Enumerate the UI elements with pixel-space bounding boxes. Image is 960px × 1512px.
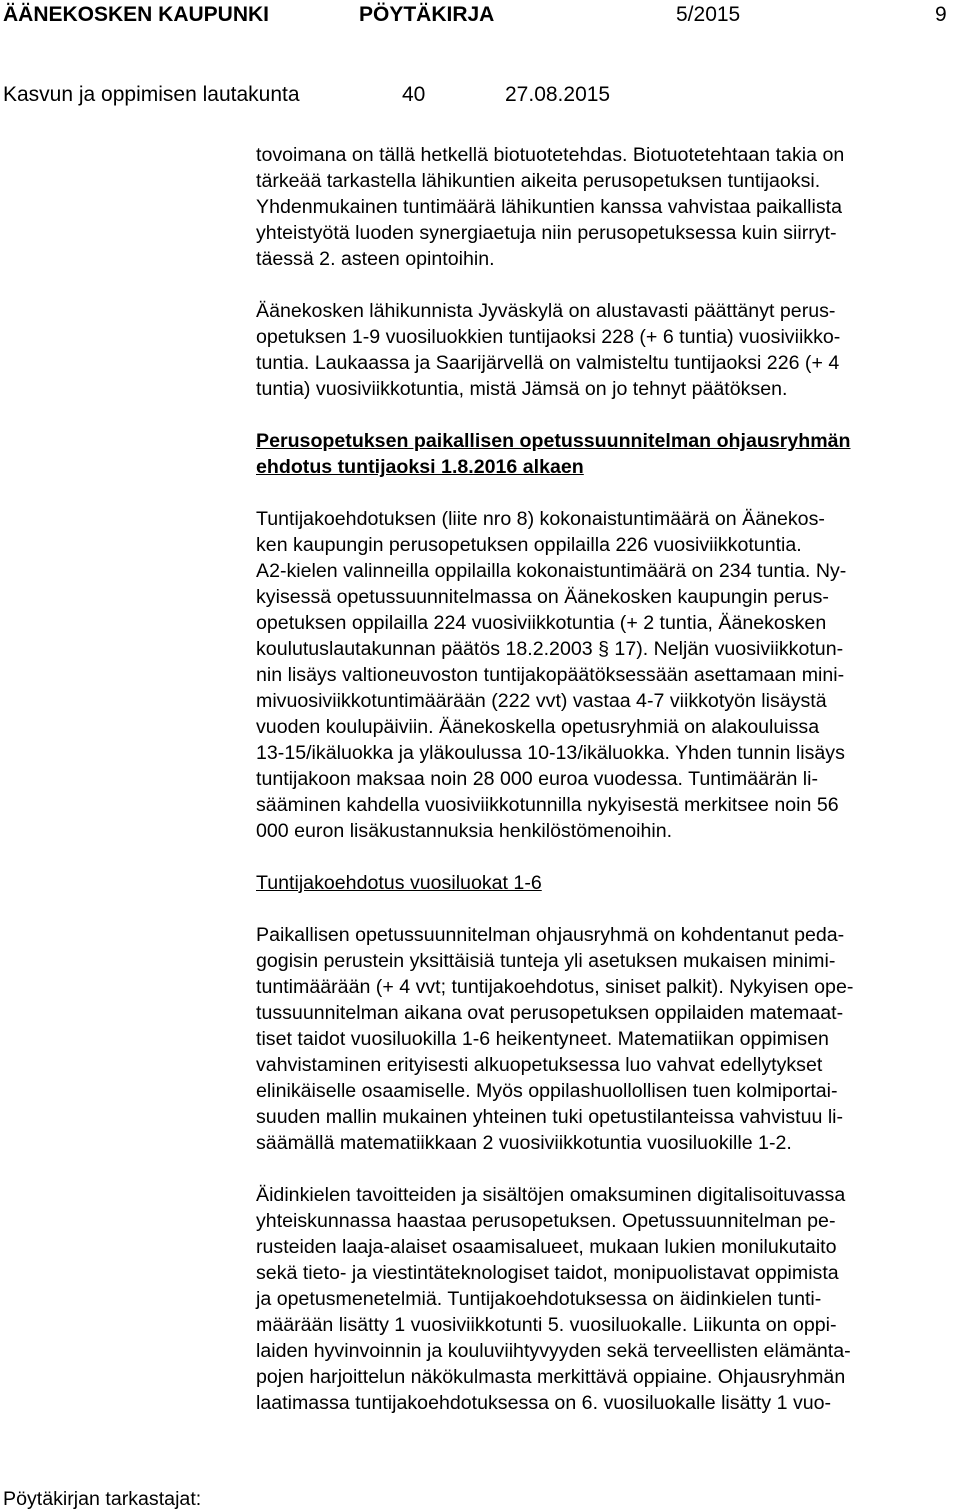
committee-name: Kasvun ja oppimisen lautakunta xyxy=(3,83,300,106)
document-type: PÖYTÄKIRJA xyxy=(359,3,495,26)
municipality-name: ÄÄNEKOSKEN KAUPUNKI xyxy=(3,3,270,26)
section-heading-proposal: Perusopetuksen paikallisen opetussuunnitelman ohjausryhmän ehdotus tuntijaoksi 1.8.2016 alkaen xyxy=(256,430,851,478)
meeting-date: 27.08.2015 xyxy=(505,83,611,106)
page-number: 9 xyxy=(935,3,947,26)
reviewers-label: Pöytäkirjan tarkastajat: xyxy=(3,1488,202,1510)
minutes-body xyxy=(256,142,956,1442)
paragraph-neighbour-municipalities: Äänekosken lähikunnista Jyväskylä on alustavasti päättänyt perus- opetuksen 1-9 vuosiluokkien tuntijaoksi 228 (+ 6 tuntia) vuosiviikko- tuntia. Laukaassa ja Saarijärvellä on valmisteltu tuntijaoksi 226 (+ 4 tuntia) vuosiviikkotuntia, mistä Jämsä on jo tehnyt päätöksen. xyxy=(256,300,841,400)
paragraph-bioproduct: tovoimana on tällä hetkellä biotuotetehdas. Biotuotetehtaan takia on tärkeää tarkastella lähikuntien aikeita perusopetuksen tuntijaoksi. Yhdenmukainen tuntimäärä lähikuntien kanssa vahvistaa paikallista yhteistyötä luoden synergiaetuja niin perusopetuksessa kuin siirryt- täessä 2. asteen opintoihin. xyxy=(256,144,845,270)
section-number: 40 xyxy=(402,83,426,106)
document-number: 5/2015 xyxy=(676,3,741,26)
paragraph-total-hours: Tuntijakoehdotuksen (liite nro 8) kokonaistuntimäärä on Äänekos- ken kaupungin perusopetuksen oppilailla 226 vuosiviikkotuntia. A2-kielen valinneilla oppilailla kokonaistuntimäärä on 234 tuntia. Ny- kyisessä opetussuunnitelmassa on Äänekosken kaupungin perus- opetuksen oppilailla 224 vuosiviikkotuntia (+ 2 tuntia, Äänekosken koulutuslautakunnan päätös 18.2.2003 § 17). Neljän vuosiviikkotun- nin lisäys valtioneuvoston tuntijakopäätöksessään asettamaan mini- mivuosiviikkotuntimäärään (222 vvt) vastaa 4-7 viikkotyön lisäystä vuoden koulupäiviin. Äänekoskella opetusryhmiä on alakouluissa 13-15/ikäluokka ja yläkoulussa 10-13/ikäluokka. Yhden tunnin lisäys tuntijakoon maksaa noin 28 000 euroa vuodessa. Tuntimäärän li- sääminen kahdella vuosiviikkotunnilla nykyisestä merkitsee noin 56 000 euron lisäkustannuksia henkilöstömenoihin. xyxy=(256,508,847,842)
section-heading-grades-1-6: Tuntijakoehdotus vuosiluokat 1-6 xyxy=(256,872,542,894)
paragraph-mathematics: Paikallisen opetussuunnitelman ohjausryhmä on kohdentanut peda- gogisin perustein yksittäisiä tunteja yli asetuksen mukaisen minimi- tuntimäärään (+ 4 vvt; tuntijakoehdotus, siniset palkit). Nykyisen ope- tussuunnitelman aikana ovat perusopetuksen oppilaiden matemaat- tiset taidot vuosiluokilla 1-6 heikentyneet. Matematiikan oppimisen vahvistaminen erityisesti alkuopetuksessa luo vahvat edellytykset elinikäiselle osaamiselle. Myös oppilashuollollisen tuen kolmiportai- suuden mallin mukainen yhteinen tuki opetustilanteissa vahvistuu li- säämällä matematiikkaan 2 vuosiviikkotuntia vuosiluokille 1-2. xyxy=(256,924,854,1154)
paragraph-mother-tongue: Äidinkielen tavoitteiden ja sisältöjen omaksuminen digitalisoituvassa yhteiskunnassa haastaa perusopetuksen. Opetussuunnitelman pe- rusteiden laaja-alaiset osaamisalueet, mukaan lukien monilukutaito sekä tieto- ja viestintäteknologiset taidot, monipuolistavat oppimista ja opetusmenetelmiä. Tuntijakoehdotuksessa on äidinkielen tunti- määrään lisätty 1 vuosiviikkotunti 5. vuosiluokalle. Liikunta on oppi- laiden hyvinvoinnin ja kouluviihtyvyyden sekä terveellisten elämänta- pojen harjoittelun näkökulmasta merkittävä oppiaine. Ohjausryhmän laatimassa tuntijakoehdotuksessa on 6. vuosiluokalle lisätty 1 vuo- xyxy=(256,1184,851,1414)
